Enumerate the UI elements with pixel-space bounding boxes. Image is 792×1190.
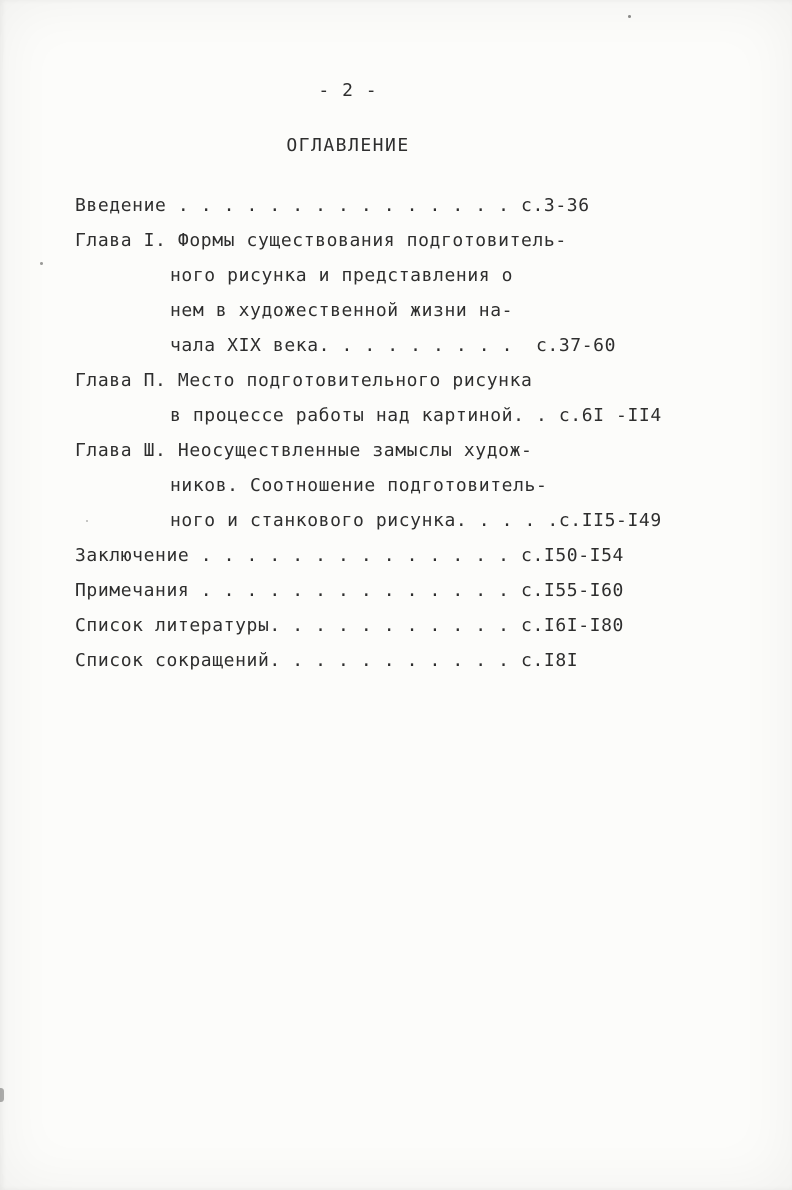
toc-line: чала XIX века. . . . . . . . . с.37-60: [170, 335, 617, 356]
toc-line: Заключение . . . . . . . . . . . . . . с.I50-I54: [75, 545, 624, 566]
toc-line: ного и станкового рисунка. . . . .с.II5-I49: [170, 510, 662, 531]
toc-line: ников. Соотношение подготовитель-: [170, 475, 548, 496]
page-number: - 2 -: [318, 80, 378, 101]
toc-line: Примечания . . . . . . . . . . . . . . с.I55-I60: [75, 580, 624, 601]
toc-line: Глава Ш. Неосуществленные замыслы худож-: [75, 440, 533, 461]
scan-speck: [40, 262, 43, 265]
toc-line: ного рисунка и представления о: [170, 265, 514, 286]
toc-line: Введение . . . . . . . . . . . . . . . с.3-36: [75, 195, 590, 216]
toc-line: Список литературы. . . . . . . . . . . с.I6I-I80: [75, 615, 624, 636]
scan-edge-artifact: [0, 1088, 4, 1102]
scan-speck: [628, 15, 631, 18]
toc-line: Список сокращений. . . . . . . . . . . с.I8I: [75, 650, 579, 671]
doc-title: ОГЛАВЛЕНИЕ: [286, 135, 410, 156]
toc-line: Глава I. Формы существования подготовитель-: [75, 230, 567, 251]
scan-speck: [86, 520, 88, 522]
toc-line: в процессе работы над картиной. . с.6I -II4: [170, 405, 662, 426]
toc-list: [75, 188, 715, 678]
toc-line: Глава П. Место подготовительного рисунка: [75, 370, 533, 391]
toc-line: нем в художественной жизни на-: [170, 300, 514, 321]
